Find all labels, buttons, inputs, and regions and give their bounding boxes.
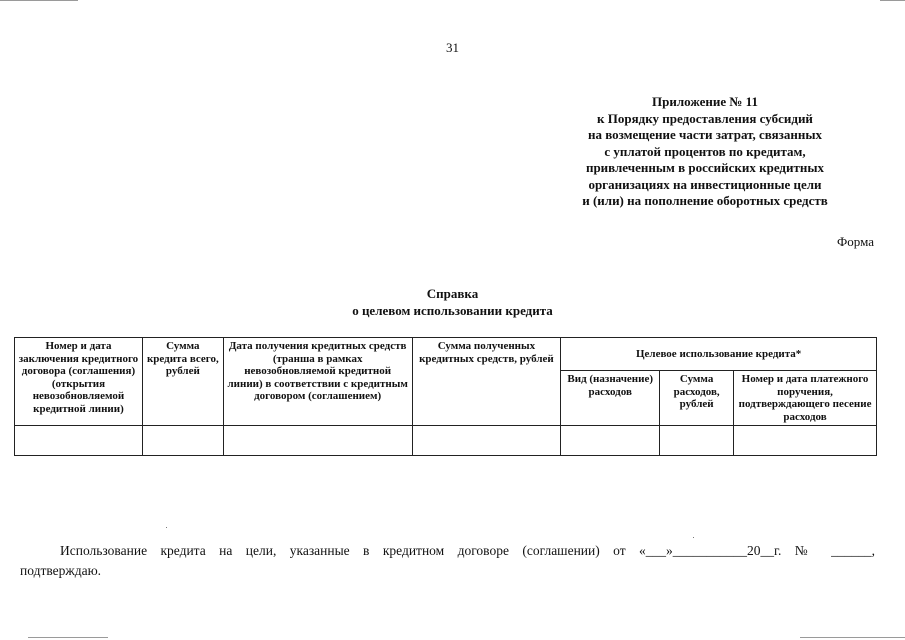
header-expense-type: Вид (назначение) расходов [561, 371, 660, 426]
appendix-title: Приложение № 11 [652, 94, 758, 109]
table-row [15, 426, 877, 456]
appendix-block [515, 94, 895, 210]
header-received-amount: Сумма полученных кредитных средств, рублей [412, 338, 561, 426]
appendix-line: привлеченным в российских кредитных [585, 160, 825, 175]
page-number: 31 [446, 40, 459, 55]
document-title-line2: о целевом использовании кредита [352, 302, 553, 318]
confirmation-line2: подтверждаю. [20, 563, 102, 578]
table-cell [142, 426, 223, 456]
table-cell [15, 426, 143, 456]
form-label: Форма [837, 234, 874, 249]
table-cell [561, 426, 660, 456]
scan-edge-bottom-left [28, 637, 108, 638]
header-contract-number-date: Номер и дата заключения кредитного договора (соглашения) (открытия невозобновляемой кредитной линии) [15, 338, 143, 426]
header-expense-amount: Сумма расходов, рублей [660, 371, 734, 426]
appendix-line: и (или) на пополнение оборотных средств [582, 193, 828, 208]
header-target-use-group: Целевое использование кредита* [561, 338, 877, 371]
usage-table [14, 337, 877, 456]
appendix-line: на возмещение части затрат, связанных [587, 127, 823, 142]
appendix-line: организациях на инвестиционные цели [588, 176, 822, 192]
header-receipt-date: Дата получения кредитных средств (транша в рамках невозобновляемой кредитной линии) в соответствии с кредитным договором (соглашением) [223, 338, 412, 426]
appendix-line: к Порядку предоставления субсидий [597, 110, 813, 126]
scan-speck [693, 537, 694, 538]
confirmation-line1: Использование кредита на цели, указанные в кредитном договоре (соглашении) от «___»___________20__г. № ______, [60, 543, 875, 558]
table-header-row [15, 338, 877, 371]
header-credit-amount: Сумма кредита всего, рублей [142, 338, 223, 426]
scan-speck [166, 527, 167, 528]
document-title [0, 286, 905, 319]
document-title-line1: Справка [426, 286, 479, 301]
table-cell [412, 426, 561, 456]
table-cell [734, 426, 877, 456]
scan-edge-top-left [0, 0, 78, 1]
scan-edge-bottom-right [800, 637, 905, 638]
header-payment-order: Номер и дата платежного поручения, подтверждающего песение расходов [734, 371, 877, 426]
confirmation-text [20, 541, 875, 581]
appendix-line: с уплатой процентов по кредитам, [604, 143, 806, 159]
scan-edge-top-right [880, 0, 905, 1]
table-cell [223, 426, 412, 456]
table-cell [660, 426, 734, 456]
